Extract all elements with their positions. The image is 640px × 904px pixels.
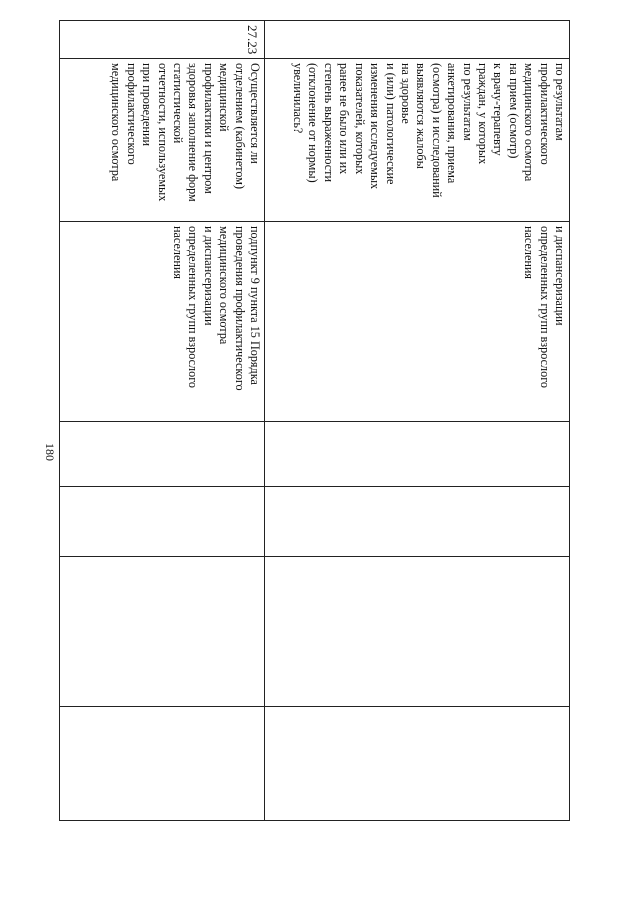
question-line: на прием (осмотр) — [506, 63, 521, 159]
question-line: выявляются жалобы — [414, 63, 429, 169]
rotated-table-sheet — [60, 20, 570, 820]
answer-cell-no — [60, 487, 265, 557]
reference-line: определенных групп взрослого — [537, 226, 552, 388]
question-line: статистической — [170, 63, 185, 144]
question-line: при проведении — [140, 63, 155, 147]
question-line: по результатам — [460, 63, 475, 141]
question-line: показателей, которых — [352, 63, 367, 175]
question-line: медицинской — [217, 63, 232, 132]
reference-line: и диспансеризации — [201, 226, 216, 326]
reference-line: и диспансеризации — [553, 226, 567, 326]
page-number: 180 — [43, 443, 57, 461]
question-line: отделением (кабинетом) — [232, 63, 247, 190]
answer-cell-not-applicable — [265, 557, 570, 707]
question-line: здоровья заполнение форм — [186, 63, 201, 202]
reference-cell — [265, 222, 570, 422]
question-line: профилактического — [124, 63, 139, 165]
question-line: (осмотра) и исследований — [429, 63, 444, 198]
question-line: степень выраженности — [321, 63, 336, 183]
reference-line: населения — [522, 226, 537, 280]
question-cell — [60, 59, 265, 222]
question-line: изменения исследуемых — [368, 63, 383, 190]
answer-cell-not-applicable — [60, 557, 265, 707]
note-cell — [265, 707, 570, 821]
question-line: (отклонение от нормы) — [306, 63, 321, 183]
reference-line: медицинского осмотра — [217, 226, 232, 345]
reference-line: подпункт 9 пункта 15 Порядка — [248, 226, 262, 385]
table-row — [265, 21, 570, 821]
question-line: на здоровье — [398, 63, 413, 124]
item-number-cell — [265, 21, 570, 59]
question-line: Осуществляется ли — [248, 63, 262, 164]
question-line: анкетирования, приема — [445, 63, 460, 184]
question-line: ранее не было или их — [337, 63, 352, 175]
question-line: по результатам — [553, 63, 567, 141]
note-cell — [60, 707, 265, 821]
reference-line: проведения профилактического — [232, 226, 247, 391]
question-line: к врачу-терапевту — [491, 63, 506, 156]
table-row — [60, 21, 265, 821]
question-line: медицинского осмотра — [109, 63, 124, 182]
reference-line: определенных групп взрослого — [186, 226, 201, 388]
question-line: профилактического — [537, 63, 552, 165]
question-line: граждан, у которых — [475, 63, 490, 165]
answer-cell-yes — [265, 422, 570, 487]
question-cell — [265, 59, 570, 222]
item-number-cell: 27.23 — [60, 21, 265, 59]
question-line: и (или) патологические — [383, 63, 398, 185]
reference-line: населения — [170, 226, 185, 280]
question-line: увеличилась? — [291, 63, 306, 134]
checklist-table — [59, 20, 570, 821]
reference-cell — [60, 222, 265, 422]
answer-cell-yes — [60, 422, 265, 487]
question-line: отчетности, используемых — [155, 63, 170, 202]
question-line: медицинского осмотра — [522, 63, 537, 182]
question-line: профилактики и центром — [201, 63, 216, 194]
answer-cell-no — [265, 487, 570, 557]
